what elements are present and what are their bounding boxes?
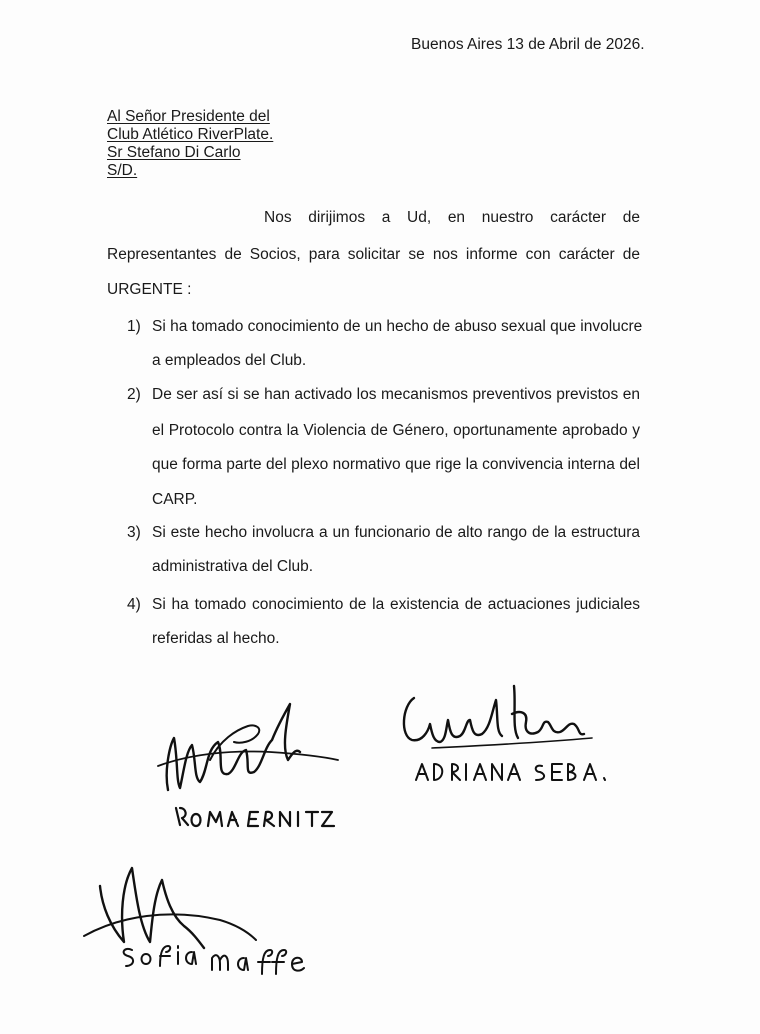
item-line: Si este hecho involucra a un funcionario de alto rango de la estructura bbox=[152, 524, 640, 541]
addressee-line: Al Señor Presidente del bbox=[107, 108, 270, 125]
item-line: el Protocolo contra la Violencia de Género, oportunamente aprobado y bbox=[152, 422, 640, 439]
addressee-line: Club Atlético RiverPlate. bbox=[107, 126, 274, 143]
item-number: 4) bbox=[127, 596, 141, 613]
signature-2 bbox=[392, 676, 612, 806]
item-line: De ser así si se han activado los mecanismos preventivos previstos en bbox=[152, 386, 640, 403]
item-line: referidas al hecho. bbox=[152, 630, 280, 647]
letter-date: Buenos Aires 13 de Abril de 2026. bbox=[411, 36, 645, 53]
addressee-line: S/D. bbox=[107, 162, 138, 179]
signature-3 bbox=[80, 846, 310, 981]
item-line: administrativa del Club. bbox=[152, 558, 314, 575]
item-line: Si ha tomado conocimiento de un hecho de abuso sexual que involucre bbox=[152, 318, 643, 335]
intro-line: Nos dirijimos a Ud, en nuestro carácter de bbox=[264, 209, 640, 226]
item-line: CARP. bbox=[152, 491, 198, 508]
item-line: a empleados del Club. bbox=[152, 352, 307, 369]
item-number: 2) bbox=[127, 386, 141, 403]
addressee-line: Sr Stefano Di Carlo bbox=[107, 144, 241, 161]
signature-1 bbox=[150, 690, 370, 840]
item-line: que forma parte del plexo normativo que rige la convivencia interna del bbox=[152, 456, 640, 473]
item-number: 1) bbox=[127, 318, 141, 335]
item-number: 3) bbox=[127, 524, 141, 541]
intro-line: URGENTE : bbox=[107, 281, 192, 298]
intro-line: Representantes de Socios, para solicitar se nos informe con carácter de bbox=[107, 246, 640, 263]
item-line: Si ha tomado conocimiento de la existencia de actuaciones judiciales bbox=[152, 596, 640, 613]
